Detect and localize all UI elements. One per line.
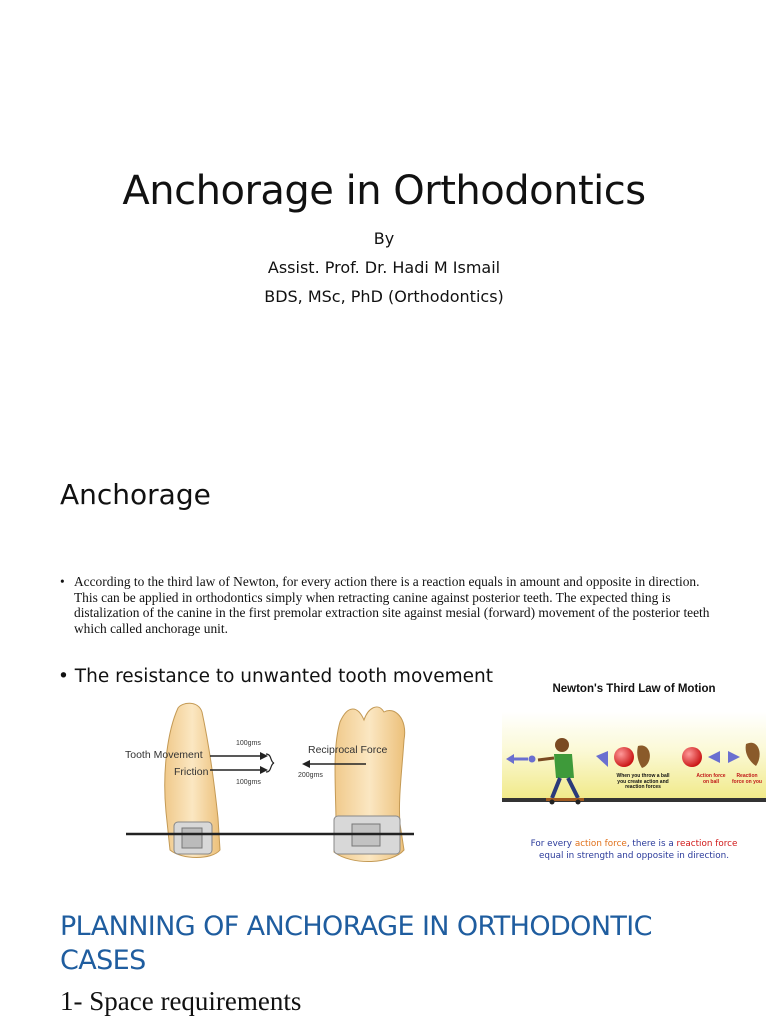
ball-icon xyxy=(614,747,634,767)
reciprocal-gms-label: 200gms xyxy=(298,772,323,779)
skater-head xyxy=(555,738,569,752)
newton-illustration xyxy=(502,698,766,822)
footer-line2: equal in strength and opposite in direction. xyxy=(539,851,729,861)
planning-heading: PLANNING OF ANCHORAGE IN ORTHODONTIC CASES xyxy=(60,911,652,976)
throw-caption: When you throw a ball you create action and reaction forces xyxy=(616,773,670,790)
space-requirements-heading: 1- Space requirements xyxy=(60,986,302,1016)
footer-mid: , there is a xyxy=(626,839,677,849)
tooth-movement-figure xyxy=(122,700,420,868)
newton-figure-title: Newton's Third Law of Motion xyxy=(552,683,716,695)
top-gms-label: 100gms xyxy=(236,740,261,747)
bottom-gms-label: 100gms xyxy=(236,779,261,786)
author-name: Assist. Prof. Dr. Hadi M Ismail xyxy=(267,258,501,277)
action-caption: Action force on ball xyxy=(696,773,726,785)
tooth-movement-label: Tooth Movement xyxy=(125,749,203,761)
footer-action: action force xyxy=(574,839,627,849)
paragraph-text: According to the third law of Newton, for every action there is a reaction equals in amount and opposite in direction. This can be applied in orthodontics simply when retracting canine against posterior teeth. The expected thing is distalization of the canine in the first premolar extraction site against mesial (forward) movement of the posterior teeth which called anchorage unit. xyxy=(74,574,710,636)
ball-icon-2 xyxy=(682,747,702,767)
reciprocal-force-label: Reciprocal Force xyxy=(308,744,388,756)
bullet-marker: • xyxy=(60,574,65,589)
author-degrees: BDS, MSc, PhD (Orthodontics) xyxy=(264,287,504,306)
anchorage-heading: Anchorage xyxy=(60,478,211,511)
resistance-bullet: • The resistance to unwanted tooth movement xyxy=(58,666,493,687)
reaction-caption: Reaction force on you xyxy=(731,773,762,785)
friction-label: Friction xyxy=(174,766,209,778)
slide-title: Anchorage in Orthodontics xyxy=(122,168,646,214)
newton-footer xyxy=(502,838,766,862)
tooth-diagram xyxy=(122,700,420,868)
footer-pre: For every xyxy=(530,839,575,849)
newton-law-paragraph xyxy=(60,574,720,636)
by-line: By xyxy=(373,229,395,248)
newton-third-law-figure xyxy=(502,676,766,866)
footer-reaction: reaction force xyxy=(676,839,738,849)
